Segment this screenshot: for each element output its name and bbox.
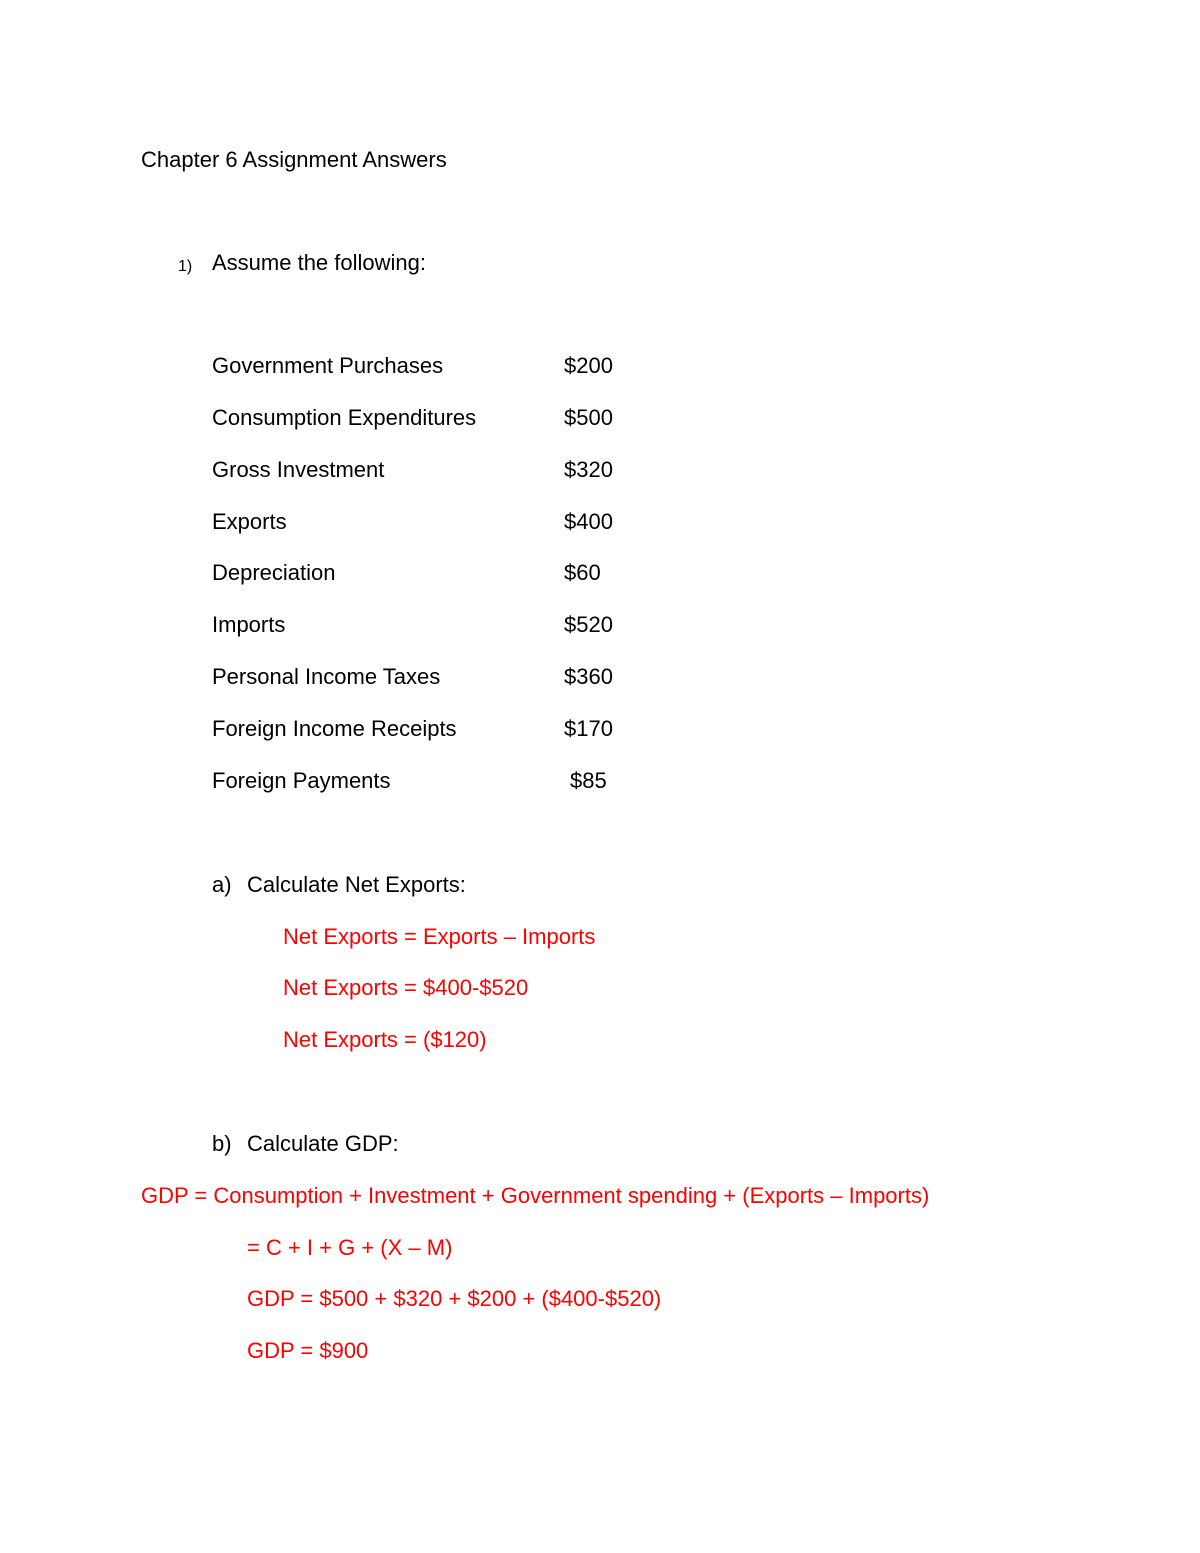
part-b-answer-line: GDP = $500 + $320 + $200 + ($400-$520) xyxy=(247,1286,662,1311)
page-title: Chapter 6 Assignment Answers xyxy=(141,147,447,172)
item-label: Gross Investment xyxy=(212,457,385,482)
part-b-formula: GDP = Consumption + Investment + Government spending + (Exports – Imports) xyxy=(141,1183,930,1208)
item-label: Foreign Income Receipts xyxy=(212,716,457,741)
item-label: Exports xyxy=(212,509,287,534)
part-b-prompt: Calculate GDP: xyxy=(247,1131,399,1156)
part-a-answer-line: Net Exports = ($120) xyxy=(283,1027,487,1052)
part-b-answer-line: = C + I + G + (X – M) xyxy=(247,1235,453,1260)
item-value: $170 xyxy=(564,716,613,741)
part-b-label: b) xyxy=(212,1131,232,1156)
part-a-answer-line: Net Exports = $400-$520 xyxy=(283,975,529,1000)
item-label: Government Purchases xyxy=(212,353,444,378)
item-value: $85 xyxy=(570,768,607,793)
part-a-label: a) xyxy=(212,872,232,897)
part-b-answer-line: GDP = $900 xyxy=(247,1338,369,1363)
item-value: $360 xyxy=(564,664,613,689)
question-number: 1) xyxy=(178,258,193,275)
item-label: Consumption Expenditures xyxy=(212,405,477,430)
item-label: Foreign Payments xyxy=(212,768,391,793)
question-prompt: Assume the following: xyxy=(212,250,426,275)
item-value: $60 xyxy=(564,560,601,585)
part-a-answer-line: Net Exports = Exports – Imports xyxy=(283,924,596,949)
item-value: $500 xyxy=(564,405,613,430)
item-value: $520 xyxy=(564,612,613,637)
item-label: Imports xyxy=(212,612,286,637)
item-value: $400 xyxy=(564,509,613,534)
item-value: $320 xyxy=(564,457,613,482)
item-label: Depreciation xyxy=(212,560,336,585)
item-label: Personal Income Taxes xyxy=(212,664,441,689)
part-a-prompt: Calculate Net Exports: xyxy=(247,872,466,897)
item-value: $200 xyxy=(564,353,613,378)
